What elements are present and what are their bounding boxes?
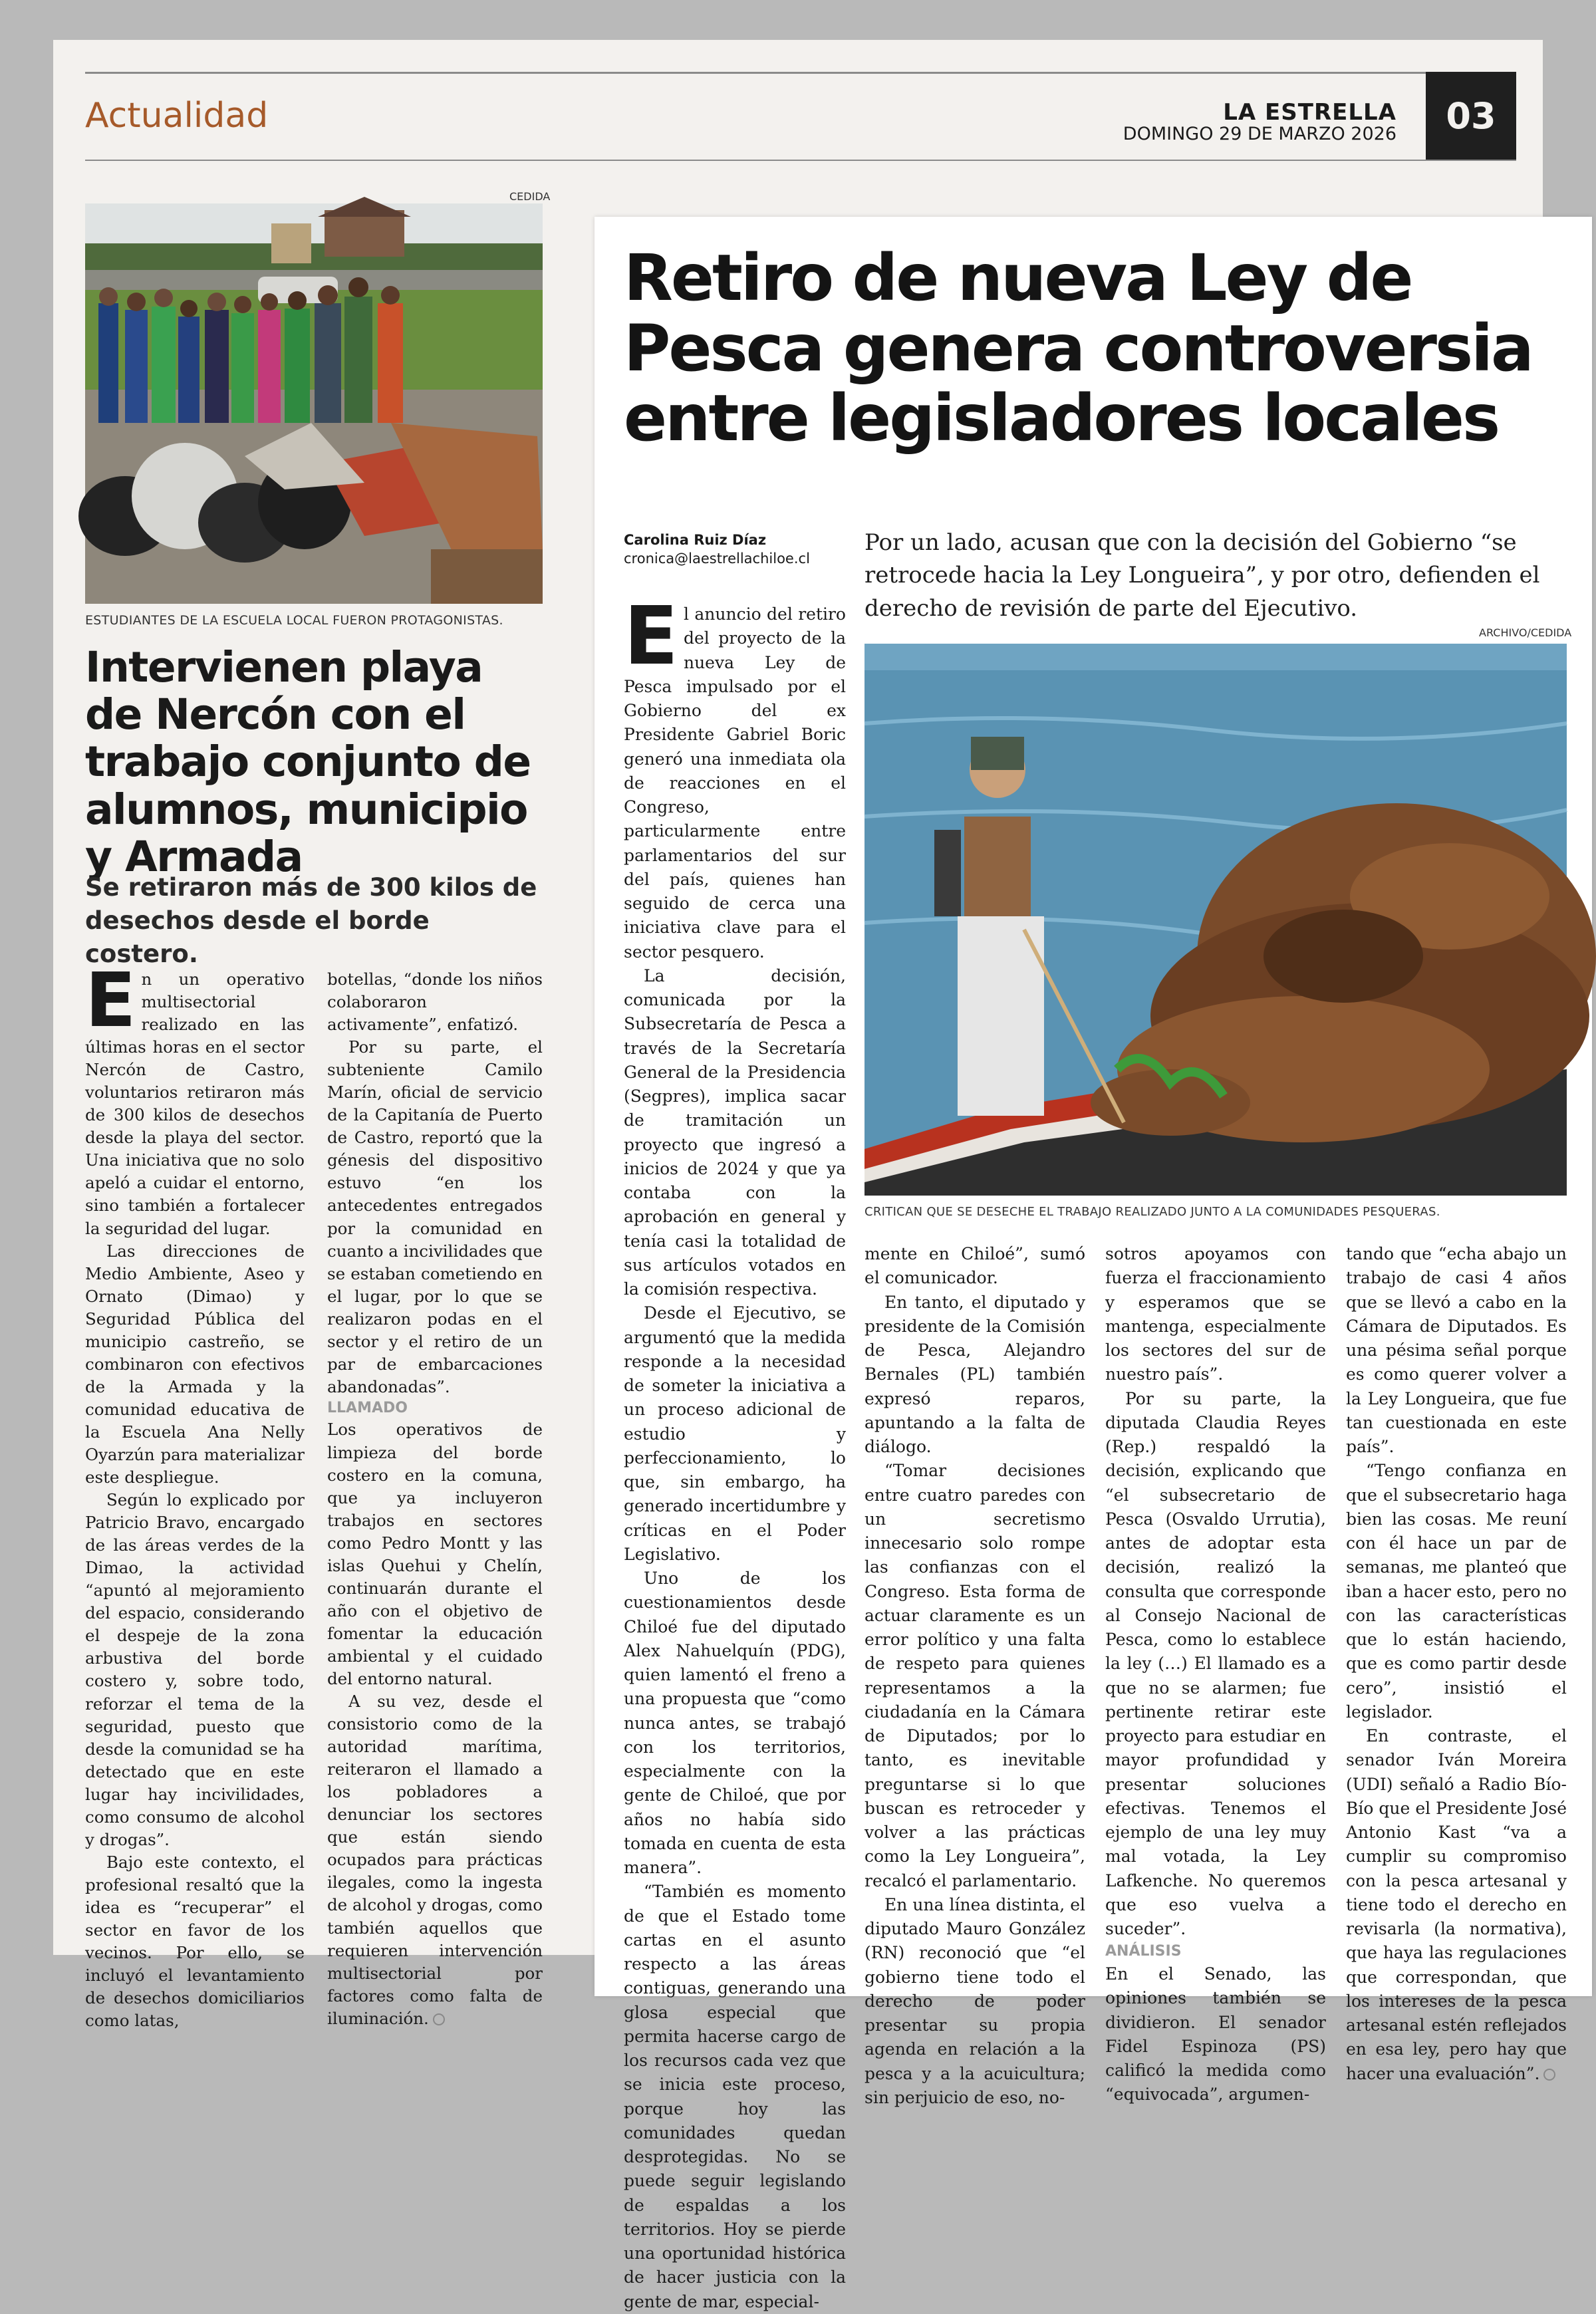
left-column-2 [327,968,543,2030]
fisherman-photo-illustration [864,644,1567,1196]
end-mark-icon [433,2013,445,2025]
newspaper-page [53,40,1572,2311]
left-paragraph-text: A su vez, desde el consistorio como de la autoridad marítima, reiteraron el llamado a los pobladores a denunciar los sectores que están siendo ocupados para prácticas ilegales, como la ingesta de alcohol y drogas, como también aquellos que requieren intervención multisectorial por factores como falta de iluminación. [327,1692,543,2028]
byline [624,531,810,569]
main-paragraph: mente en Chiloé”, sumó el comunicador. [864,1244,1085,1288]
main-paragraph: La decisión, comunicada por la Subsecretaría de Pesca a través de la Secretaría General de la Presidencia (Segpres), implica sacar de tramitación un proyecto que ingresó a inicios de 2024 y que ya contaba con la aprobación en general y tenía casi la totalidad de sus artículos votados en la comisión respectiva. [624,965,846,1299]
left-paragraph: Bajo este contexto, el profesional resaltó que la idea es “recuperar” el sector en favor de los vecinos. Por ello, se incluyó el levantamiento de desechos domiciliarios como latas, [85,1852,305,2031]
main-paragraph [1346,1724,1567,2086]
main-article-card [595,217,1592,2311]
left-subhead: Se retiraron más de 300 kilos de desechos desde el borde costero. [85,873,537,968]
left-column-1 [85,958,305,2032]
main-deck: Por un lado, acusan que con la decisión del Gobierno “se retrocede hacia la Ley Longueira”, y por otro, defienden el derecho de revisión de parte del Ejecutivo. [864,529,1540,622]
main-paragraph: “También es momento de que el Estado tome cartas en el asunto respecto a las áreas contiguas, generando una glosa especial que permita hacerse cargo de los recursos cada vez que se inicia este proceso, porque hoy las comunidades quedan desprotegidas. No se puede seguir legislando de espaldas a los territorios. Hoy se pierde una oportunidad histórica de hacer justicia con la gente de mar, especial- [624,1882,846,2311]
masthead [1123,101,1396,144]
left-photo-caption: ESTUDIANTES DE LA ESCUELA LOCAL FUERON PROTAGONISTAS. [85,613,503,628]
main-photo-caption: CRITICAN QUE SE DESECHE EL TRABAJO REALIZADO JUNTO A LA COMUNIDADES PESQUERAS. [864,1205,1440,1219]
main-column-2 [864,1242,1085,2110]
main-paragraph: “Tengo confianza en que el subsecretario haga bien las cosas. Me reuní con él hace un par de semanas, me planteó que iban a hacer esto, pero no con las características que lo están haciendo, que es como partir desde cero”, insistió el legislador. [1346,1461,1567,1722]
left-headline: Intervienen playa de Nercón con el trabajo conjunto de alumnos, municipio y Armada [85,643,531,881]
left-paragraph-text: n un operativo multisectorial realizado en las últimas horas en el sector Nercón de Castro, voluntarios retiraron más de 300 kilos de desechos desde la playa del sector. Una iniciativa que no solo apeló a cuidar el entorno, sino también a fortalecer la seguridad del lugar. [85,969,305,1238]
main-paragraph: Por su parte, la diputada Claudia Reyes (Rep.) respaldó la decisión, explicando que “el subsecretario de Pesca (Osvaldo Urrutia), antes de adoptar esta decisión, realizó la consulta que corresponde al Consejo Nacional de Pesca, como lo establece la ley (…) El llamado es a que no se alarmen; fue pertinente retirar este proyecto para estudiar en mayor profundidad y presentar soluciones efectivas. Tenemos el ejemplo de una ley muy mal votada, la Ley Lafkenche. No queremos que eso vuelva a suceder”. [1105,1388,1326,1938]
main-column-3 [1105,1242,1326,2107]
main-paragraph-text: l anuncio del retiro del proyecto de la nueva Ley de Pesca impulsado por el Gobierno del ex Presidente Gabriel Boric generó una inmediata ola de reacciones en el Congreso, particularmente entre parlamentarios del sur del país, quienes han seguido de cerca una iniciativa clave para el sector pesquero. [624,604,846,962]
section-label: Actualidad [85,96,269,136]
issue-date: DOMINGO 29 DE MARZO 2026 [1123,123,1396,144]
main-paragraph: “Tomar decisiones entre cuatro paredes con un secretismo innecesario solo rompe las confianzas con el Congreso. Esta forma de actuar claramente es un error político y una falta de respeto para quienes representamos a la ciudadanía en la Cámara de Diputados; por lo tanto, es inevitable preguntarse si lo que buscan es retroceder y volver a las prácticas como la Ley Longueira”, recalcó el parlamentario. [864,1461,1085,1890]
main-paragraph: sotros apoyamos con fuerza el fraccionamiento y esperamos que se mantenga, especialmente los sectores del sur de nuestro país”. [1105,1244,1326,1384]
main-paragraph: Desde el Ejecutivo, se argumentó que la medida responde a la necesidad de someter la iniciativa a un proceso adicional de estudio y perfeccionamiento, lo que, sin embargo, ha generado incertidumbre y críticas en el Poder Legislativo. [624,1303,846,1564]
left-paragraph: Por su parte, el subteniente Camilo Marín, oficial de servicio de la Capitanía de Puerto de Castro, reportó que la génesis del dispositivo estuvo “en los antecedentes entregados por la comunidad en cuanto a incivilidades que se estaban cometiendo en el lugar, por lo que se realizaron podas en el sector y el retiro de un par de embarcaciones abandonadas”. [327,1037,543,1396]
main-photo-credit: ARCHIVO/CEDIDA [1479,626,1572,639]
fisherman-photo [864,644,1567,1196]
main-drop-cap: E [624,590,678,683]
students-photo [85,203,543,604]
left-subsection-label: LLAMADO [327,1399,408,1416]
page-number: 03 [1426,72,1516,160]
main-headline: Retiro de nueva Ley de Pesca genera controversia entre legisladores locales [624,241,1532,456]
author-email: cronica@laestrellachiloe.cl [624,551,810,567]
left-photo-credit: CEDIDA [509,190,551,203]
left-paragraph [327,1690,543,2030]
left-paragraph: Los operativos de limpieza del borde costero en la comuna, que ya incluyeron trabajos en sectores como Pedro Montt y las islas Quehui y Chelín, continuarán durante el año con el objetivo de fomentar la educación ambiental y el cuidado del entorno natural. [327,1420,543,1688]
main-paragraph: tando que “echa abajo un trabajo de casi 4 años que se llevó a cabo en la Cámara de Diputados. Es una pésima señal porque es como querer volver a la Ley Longueira, que fue tan cuestionada en este país”. [1346,1244,1567,1456]
left-paragraph: Las direcciones de Medio Ambiente, Aseo y Ornato (Dimao) y Seguridad Pública del municipio castreño, se combinaron con efectivos de la Armada y la comunidad educativa de la Escuela Ana Nelly Oyarzún para materializar este despliegue. [85,1241,305,1487]
main-subsection-label: ANÁLISIS [1105,1943,1182,1960]
main-paragraph: En tanto, el diputado y presidente de la Comisión de Pesca, Alejandro Bernales (PL) también expresó reparos, apuntando a la falta de diálogo. [864,1292,1085,1456]
main-column-1 [624,590,846,2314]
main-paragraph: Uno de los cuestionamientos desde Chiloé fue del diputado Alex Nahuelquín (PDG), quien lamentó el freno a una propuesta que “como nunca antes, se trabajó con los territorios, especialmente con la gente de Chiloé, que por años no había sido tomada en cuenta de esta manera”. [624,1569,846,1877]
paper-name: LA ESTRELLA [1223,99,1396,126]
students-photo-illustration [85,203,543,604]
main-paragraph-text: En contraste, el senador Iván Moreira (UDI) señaló a Radio Bío-Bío que el Presidente José Antonio Kast “va a cumplir su compromiso con la pesca artesanal y tiene todo el derecho en revisarla (la normativa), que haya las regulaciones que correspondan, que los intereses de la pesca artesanal estén reflejados en esa ley, pero hay que hacer una evaluación”. [1346,1726,1567,2083]
author-name: Carolina Ruiz Díaz [624,532,767,548]
left-drop-cap: E [85,958,136,1044]
end-mark-icon [1543,2069,1555,2081]
left-paragraph: Según lo explicado por Patricio Bravo, encargado de las áreas verdes de la Dimao, la actividad “apuntó al mejoramiento del espacio, considerando el despeje de la zona arbustiva del borde costero y, sobre todo, reforzar el tema de la seguridad, puesto que desde la comunidad se ha detectado que en este lugar hay incivilidades, como consumo de alcohol y drogas”. [85,1490,305,1849]
main-paragraph: En el Senado, las opiniones también se dividieron. El senador Fidel Espinoza (PS) calificó la medida como “equivocada”, argumen- [1105,1964,1326,2105]
left-paragraph: botellas, “donde los niños colaboraron activamente”, enfatizó. [327,969,543,1035]
main-paragraph [624,590,846,964]
main-paragraph: En una línea distinta, el diputado Mauro González (RN) reconoció que “el gobierno tiene todo el derecho de poder presentar su propia agenda en relación a la pesca y a la acuicultura; sin perjuicio de eso, no- [864,1894,1085,2107]
left-paragraph [85,958,305,1240]
top-rule [85,72,1516,74]
header-rule [85,160,1516,161]
main-column-4 [1346,1242,1567,2086]
